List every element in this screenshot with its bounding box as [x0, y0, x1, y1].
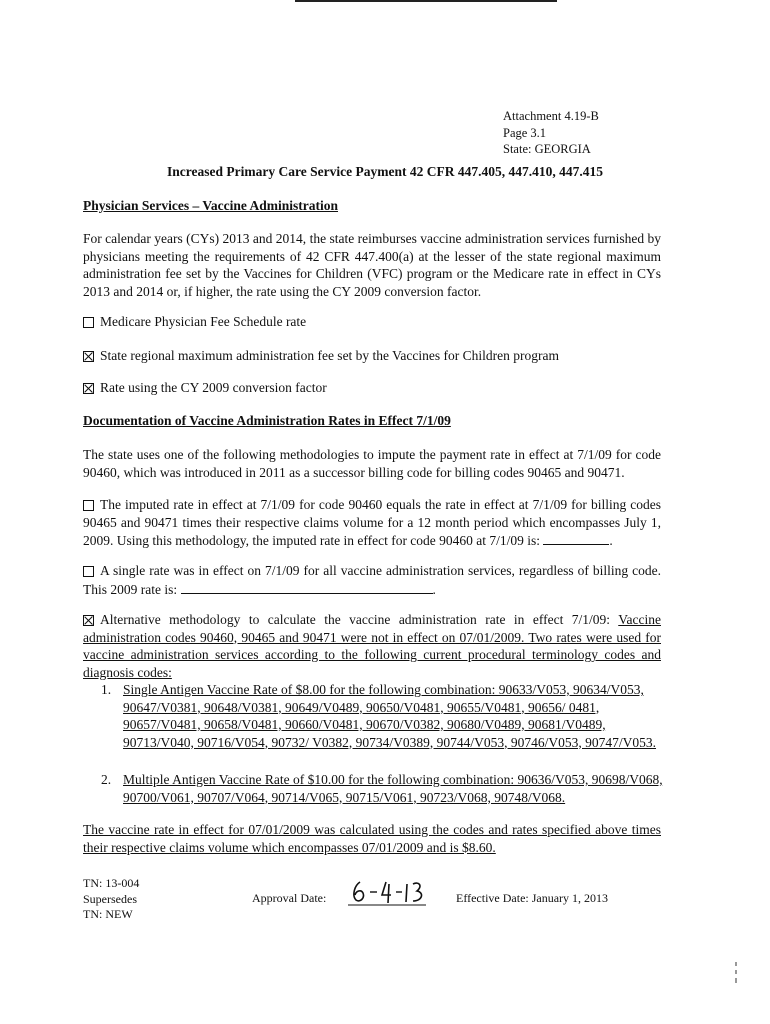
checkbox-checked-icon[interactable]: [83, 383, 94, 394]
tn-number: TN: 13-004: [83, 876, 140, 890]
transmittal-block: [83, 876, 139, 923]
option-vfc[interactable]: [83, 347, 661, 365]
method-detail: Vaccine administration codes 90460, 90465 and 90471 were not in effect on 07/01/2009. Two rates were used for vaccine administration services according to the following current procedural terminology codes and diagnosis codes:: [83, 612, 661, 680]
page-number: Page 3.1: [503, 125, 547, 140]
checkbox-empty-icon[interactable]: [83, 317, 94, 328]
method-text: A single rate was in effect on 7/1/09 for all vaccine administration services, regardless of billing code. This 2009 rate is:: [83, 563, 661, 597]
option-medicare[interactable]: [83, 313, 661, 331]
methodology-intro: The state uses one of the following methodologies to impute the payment rate in effect at 7/1/09 for code 90460, which was introduced in 2011 as a successor billing code for billing codes 90465 and 90471.: [83, 447, 661, 480]
checkbox-checked-icon[interactable]: [83, 615, 94, 626]
list-text: Multiple Antigen Vaccine Rate of $10.00 for the following combination: 90636/V053, 90698/V068, 90700/V061, 90707/V064, 90714/V065, 90715/V061, 90723/V068, 90748/V068.: [123, 772, 663, 805]
closing-statement: The vaccine rate in effect for 07/01/2009 was calculated using the codes and rates specified above times their respective claims volume which encompasses 07/01/2009 and is $8.60.: [83, 822, 661, 855]
blank-field: [181, 580, 433, 594]
state-name: State: GEORGIA: [503, 142, 591, 156]
option-label: State regional maximum administration fee set by the Vaccines for Children program: [100, 348, 559, 363]
section-heading-documentation: Documentation of Vaccine Administration Rates in Effect 7/1/09: [83, 413, 451, 428]
top-rule: [295, 0, 557, 2]
supersedes-label: Supersedes: [83, 891, 137, 906]
list-text: Single Antigen Vaccine Rate of $8.00 for the following combination: 90633/V053, 90634/V053, 90647/V0381, 90648/V0381, 90649/V0489, 90650/V0481, 90655/V0481, 90656/ 0481, 90657/V0481, 90658/V0481, 90660/V0481, 90670/V0382, 90680/V0489, 90681/V0489, 90713/V040, 90716/V054, 90732/ V0382, 90734/V0389, 90744/V053, 90746/V053, 90747/V053.: [123, 682, 657, 750]
method-text: The imputed rate in effect at 7/1/09 for code 90460 equals the rate in effect at 7/1/09 for billing codes 90465 and 90471 times their respective claims volume for a 12 month period which encompasses July 1, 2009. Using this methodology, the imputed rate in effect for code 90460 at 7/1/09 is:: [83, 497, 661, 548]
method-single-rate: A single rate was in effect on 7/1/09 for all vaccine administration services, regardless of billing code. This 2009 rate is: .: [83, 563, 661, 597]
option-cy2009[interactable]: [83, 379, 661, 397]
method-lead: Alternative methodology to calculate the vaccine administration rate in effect 7/1/09:: [100, 612, 611, 627]
page-title: Increased Primary Care Service Payment 42 CFR 447.405, 447.410, 447.415: [167, 164, 603, 179]
list-number: 1.: [101, 682, 112, 697]
approval-date-handwritten: [346, 872, 428, 908]
attachment-header: [503, 108, 599, 158]
list-number: 2.: [101, 772, 112, 787]
blank-field: [543, 531, 609, 545]
approval-date-label: Approval Date:: [252, 891, 327, 905]
checkbox-empty-icon[interactable]: [83, 500, 94, 511]
attachment-number: Attachment 4.19-B: [503, 109, 599, 123]
scan-mark: [735, 962, 737, 984]
tn-new: TN: NEW: [83, 907, 133, 921]
option-label: Rate using the CY 2009 conversion factor: [100, 380, 327, 395]
option-label: Medicare Physician Fee Schedule rate: [100, 314, 307, 329]
checkbox-empty-icon[interactable]: [83, 566, 94, 577]
effective-date: Effective Date: January 1, 2013: [456, 891, 609, 905]
method-alternative: [83, 611, 661, 681]
intro-paragraph: For calendar years (CYs) 2013 and 2014, the state reimburses vaccine administration services furnished by physicians meeting the requirements of 42 CFR 447.400(a) at the lesser of the state regional maximum administration fee set by the Vaccines for Children (VFC) program or the Medicare rate in effect in CYs 2013 and 2014 or, if higher, the rate using the CY 2009 conversion factor.: [83, 231, 661, 299]
checkbox-checked-icon[interactable]: [83, 351, 94, 362]
method-imputed-rate: The imputed rate in effect at 7/1/09 for code 90460 equals the rate in effect at 7/1/09 for billing codes 90465 and 90471 times their respective claims volume for a 12 month period which encompasses July 1, 2009. Using this methodology, the imputed rate in effect for code 90460 at 7/1/09 is: .: [83, 497, 661, 548]
section-heading-physician-services: Physician Services – Vaccine Administration: [83, 198, 339, 213]
